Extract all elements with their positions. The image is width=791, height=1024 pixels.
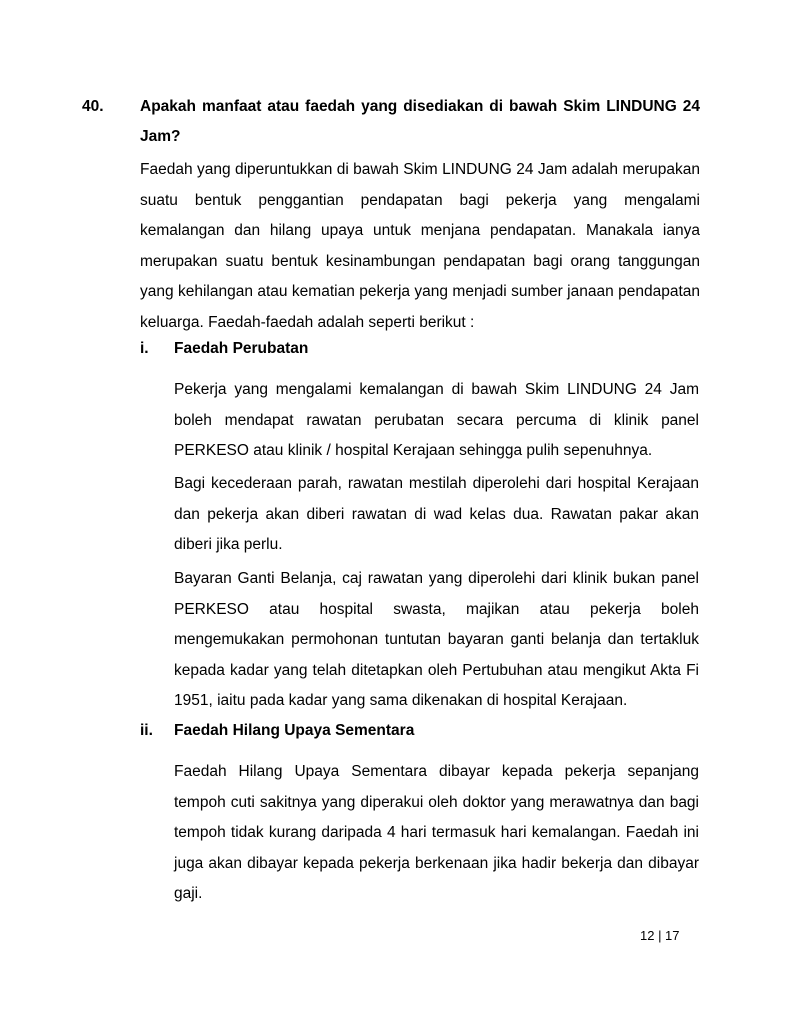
section-paragraph: Faedah Hilang Upaya Sementara dibayar kepada pekerja sepanjang tempoh cuti sakitnya yang diperakui oleh doktor yang merawatnya dan bagi tempoh tidak kurang daripada 4 hari termasuk hari kemalangan. Faedah ini juga akan dibayar kepada pekerja berkenaan jika hadir bekerja dan dibayar gaji. bbox=[174, 763, 699, 902]
section-number: i. bbox=[140, 340, 149, 357]
intro-paragraph: Faedah yang diperuntukkan di bawah Skim LINDUNG 24 Jam adalah merupakan suatu bentuk penggantian pendapatan bagi pekerja yang mengalami kemalangan dan hilang upaya untuk menjana pendapatan. Manakala ianya merupakan suatu bentuk kesinambungan pendapatan bagi orang tanggungan yang kehilangan atau kematian pekerja yang menjadi sumber janaan pendapatan keluarga. Faedah-faedah adalah seperti berikut : bbox=[140, 161, 700, 331]
section-paragraph: Bagi kecederaan parah, rawatan mestilah diperolehi dari hospital Kerajaan dan pekerja akan diberi rawatan di wad kelas dua. Rawatan pakar akan diberi jika perlu. bbox=[174, 475, 699, 553]
section-title: Faedah Hilang Upaya Sementara bbox=[174, 722, 415, 739]
page-number: 12 | 17 bbox=[640, 928, 680, 943]
question-number: 40. bbox=[82, 98, 104, 115]
question-text: Apakah manfaat atau faedah yang disediakan di bawah Skim LINDUNG 24 Jam? bbox=[140, 98, 700, 145]
section-paragraph: Bayaran Ganti Belanja, caj rawatan yang diperolehi dari klinik bukan panel PERKESO atau hospital swasta, majikan atau pekerja boleh mengemukakan permohonan tuntutan bayaran ganti belanja dan tertakluk kepada kadar yang telah ditetapkan oleh Pertubuhan atau mengikut Akta Fi 1951, iaitu pada kadar yang sama dikenakan di hospital Kerajaan. bbox=[174, 570, 699, 709]
section-title: Faedah Perubatan bbox=[174, 340, 309, 357]
section-paragraph: Pekerja yang mengalami kemalangan di bawah Skim LINDUNG 24 Jam boleh mendapat rawatan perubatan secara percuma di klinik panel PERKESO atau klinik / hospital Kerajaan sehingga pulih sepenuhnya. bbox=[174, 381, 699, 459]
section-number: ii. bbox=[140, 722, 153, 739]
